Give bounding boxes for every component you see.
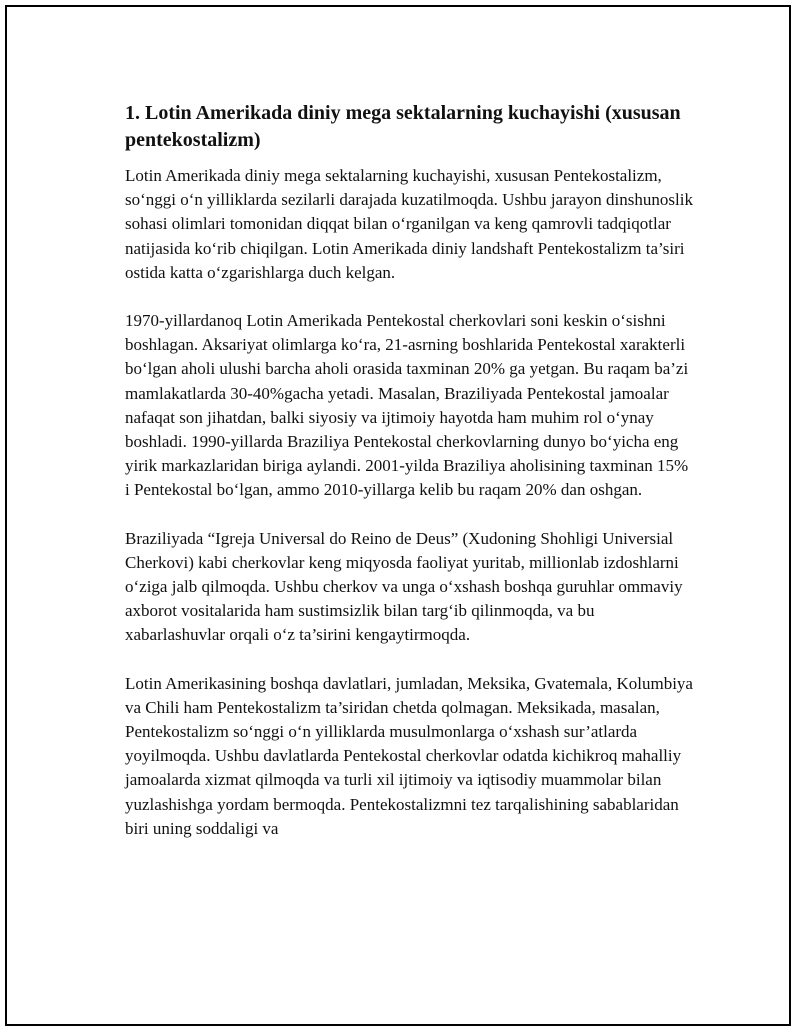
- paragraph-3: Braziliyada “Igreja Universal do Reino de Deus” (Xudoning Shohligi Universial Cherkovi) kabi cherkovlar keng miqyosda faoliyat yuritab, millionlab izdoshlarni o‘ziga jalb qilmoqda. Ushbu cherkov va unga o‘xshash boshqa guruhlar ommaviy axborot vositalarida ham sustimsizlik bilan targ‘ib qilinmoqda, va bu xabarlashuvlar orqali o‘z ta’sirini kengaytirmoqda.: [125, 528, 683, 645]
- paragraph-4: Lotin Amerikasining boshqa davlatlari, jumladan, Meksika, Gvatemala, Kolumbiya va Chili ham Pentekostalizm ta’siridan chetda qolmagan. Meksikada, masalan, Pentekostalizm so‘nggi o‘n yilliklarda musulmonlarga o‘xshash sur’atlarda yoyilmoqda. Ushbu davlatlarda Pentekostal cherkovlar odatda kichikroq mahalliy jamoalarda xizmat qilmoqda va turli xil ijtimoiy va iqtisodiy muammolar bilan yuzlashishga yordam bermoqda. Pentekostalizmni tez tarqalishining sabablaridan biri uning soddaligi va: [125, 673, 693, 838]
- paragraph-2: 1970-yillardanoq Lotin Amerikada Pentekostal cherkovlari soni keskin o‘sishni boshlagan. Aksariyat olimlarga ko‘ra, 21-asrning boshlarida Pentekostal xarakterli bo‘lgan aholi ulushi barcha aholi orasida taxminan 20% ga yetgan. Bu raqam ba’zi mamlakatlarda 30-40%gacha yetadi. Masalan, Braziliyada Pentekostal jamoalar nafaqat son jihatdan, balki siyosiy va ijtimoiy hayotda ham muhim rol o‘ynay boshladi. 1990-yillarda Braziliya Pentekostal cherkovlarning dunyo bo‘yicha eng yirik markazlaridan biriga aylandi. 2001-yilda Braziliya aholisining taxminan 15% i Pentekostal bo‘lgan, ammo 2010-yillarga kelib bu raqam 20% dan oshgan.: [125, 311, 689, 500]
- document-body: [125, 100, 695, 865]
- page-frame: [5, 5, 791, 1026]
- paragraph-1: Lotin Amerikada diniy mega sektalarning kuchayishi, xususan Pentekostalizm, so‘nggi o‘n yilliklarda sezilarli darajada kuzatilmoqda. Ushbu jarayon dinshunoslik sohasi olimlari tomonidan diqqat bilan o‘rganilgan va keng qamrovli tadqiqotlar natijasida ko‘rib chiqilgan. Lotin Amerikada diniy landshaft Pentekostalizm ta’siri ostida katta o‘zgarishlarga duch kelgan.: [125, 166, 693, 282]
- section-heading: 1. Lotin Amerikada diniy mega sektalarning kuchayishi (xususan pentekostalizm): [125, 102, 681, 151]
